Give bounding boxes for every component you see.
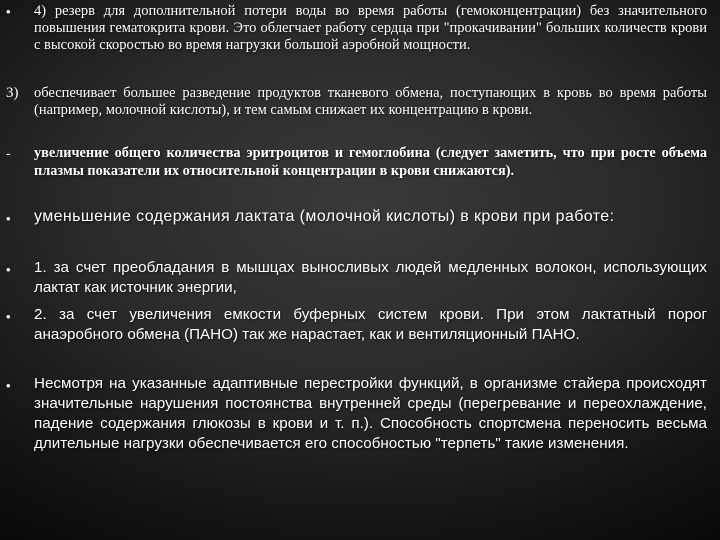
number-marker: 3) (6, 85, 19, 101)
bullet-marker: • (6, 211, 11, 226)
bullet-marker: • (6, 378, 11, 393)
dash-marker: - (6, 145, 11, 161)
bullet-text: увеличение общего количества эритроцитов и гемоглобина (следует заметить, что при росте объема плазмы показатели их относительной концентрации в крови снижаются). (34, 145, 707, 179)
bullet-marker: • (6, 4, 11, 19)
bullet-text: уменьшение содержания лактата (молочной кислоты) в крови при работе: (34, 208, 615, 225)
bullet-text: Несмотря на указанные адаптивные перестройки функций, в организме стайера происходят значительные нарушения постоянства внутренней среды (перегревание и переохлаждение, падение содержания глюкозы в крови и т. п.). Способность спортсмена переносить весьма длительные нагрузки обеспечивается его способностью "терпеть" такие изменения. (34, 375, 707, 452)
bullet-text: обеспечивает большее разведение продуктов тканевого обмена, поступающих в кровь во время работы (например, молочной кислоты), и тем самым снижает их концентрацию в крови. (34, 85, 707, 118)
bullet-text: 2. за счет увеличения емкости буферных систем крови. При этом лактатный порог анаэробного обмена (ПАНО) так же нарастает, как и вентиляционный ПАНО. (34, 306, 707, 343)
bullet-marker: • (6, 262, 11, 277)
bullet-marker: • (6, 309, 11, 324)
bullet-text: 1. за счет преобладания в мышцах выносливых людей медленных волокон, использующих лактат как источник энергии, (34, 259, 707, 296)
bullet-text: 4) резерв для дополнительной потери воды во время работы (гемоконцентрации) без значительного повышения гематокрита крови. Это облегчает работу сердца при "прокачивании" больших количеств крови с высокой скоростью во время нагрузки большой аэробной мощности. (34, 3, 707, 53)
